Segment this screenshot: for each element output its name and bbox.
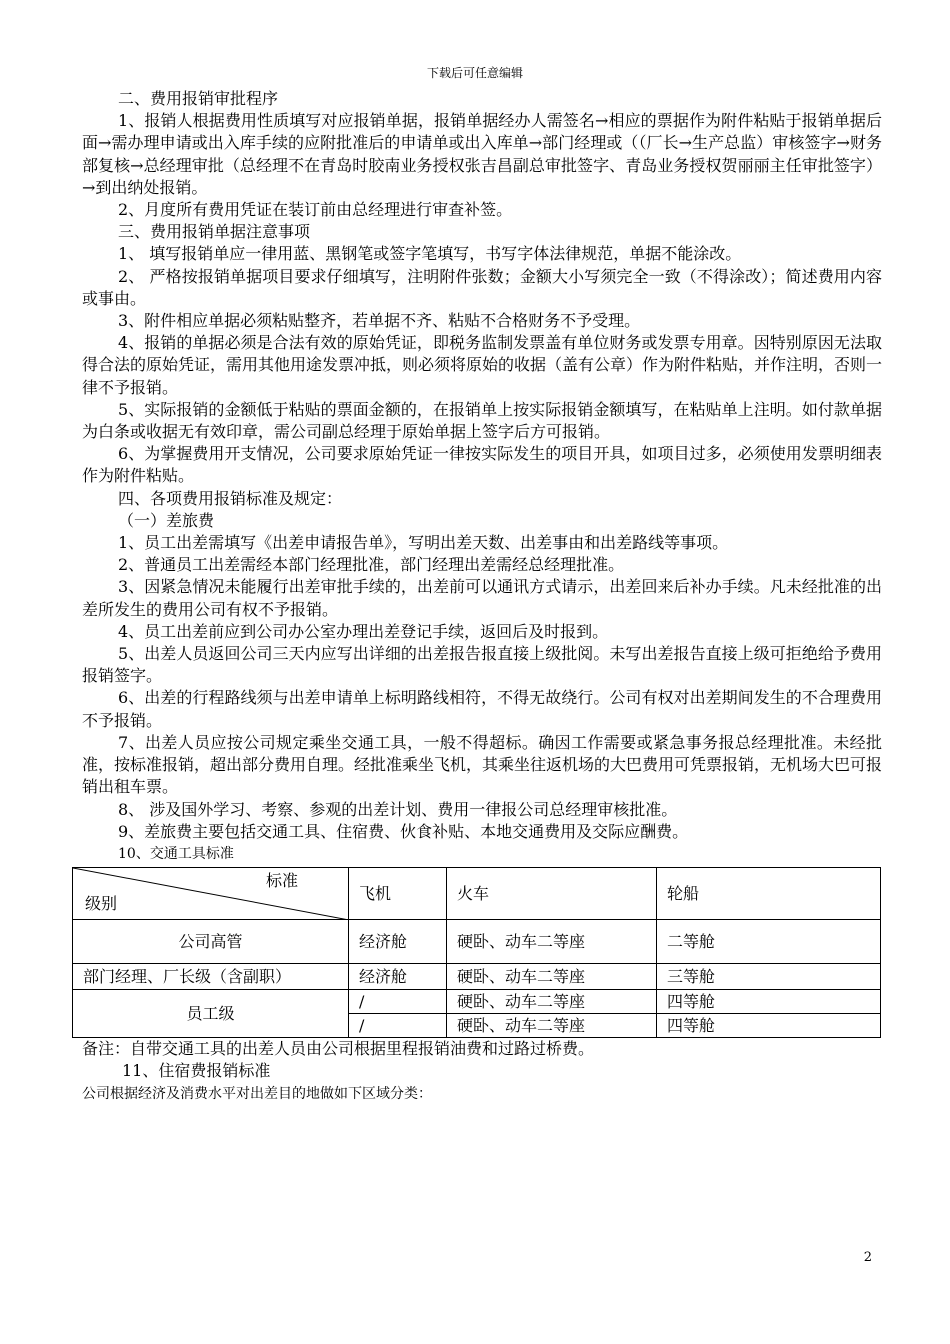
document-body — [82, 88, 882, 1105]
ship-cell: 二等舱 — [657, 920, 881, 964]
ship-cell: 四等舱 — [657, 1014, 881, 1038]
paragraph: 7、出差人员应按公司规定乘坐交通工具，一般不得超标。确因工作需要或紧急事务报总经理批准。未经批准，按标准报销，超出部分费用自理。经批准乘坐飞机，其乘坐往返机场的大巴费用可凭票报销，无机场大巴可报销出租车票。 — [82, 732, 883, 797]
paragraph: 四、各项费用报销标准及规定： — [118, 488, 343, 508]
paragraph: 2、月度所有费用凭证在装订前由总经理进行审查补签。 — [118, 200, 513, 220]
table-row — [73, 990, 881, 1014]
paragraph: 4、员工出差前应到公司办公室办理出差登记手续，返回后及时报到。 — [118, 621, 609, 641]
paragraph: 8、 涉及国外学习、考察、参观的出差计划、费用一律报公司总经理审核批准。 — [118, 799, 678, 819]
train-cell: 硬卧、动车二等座 — [447, 964, 657, 990]
plane-cell: / — [349, 990, 447, 1014]
table-row — [73, 964, 881, 990]
header-plane: 飞机 — [349, 868, 447, 920]
paragraph: 2、 严格按报销单据项目要求仔细填写，注明附件张数；金额大小写须完全一致（不得涂改）；简述费用内容或事由。 — [82, 266, 882, 308]
paragraph-list — [82, 88, 882, 865]
transport-standard-table — [72, 867, 881, 1038]
paragraph: 三、费用报销单据注意事项 — [118, 222, 311, 242]
page-number: 2 — [863, 1250, 872, 1265]
table-row — [73, 920, 881, 964]
ship-cell: 四等舱 — [657, 990, 881, 1014]
paragraph: 5、出差人员返回公司三天内应写出详细的出差报告报直接上级批阅。未写出差报告直接上级可拒绝给予费用报销签字。 — [82, 644, 882, 686]
train-cell: 硬卧、动车二等座 — [447, 990, 657, 1014]
paragraph: 1、 填写报销单应一律用蓝、黑钢笔或签字笔填写，书写字体法律规范，单据不能涂改。 — [118, 244, 742, 264]
paragraph: 9、差旅费主要包括交通工具、住宿费、伙食补贴、本地交通费用及交际应酬费。 — [118, 821, 689, 841]
paragraph: 1、报销人根据费用性质填写对应报销单据，报销单据经办人需签名→相应的票据作为附件粘贴于报销单据后面→需办理申请或出入库手续的应附批准后的申请单或出入库单→部门经理或（（厂长→生产总监）审核签字→财务部复核→总经理审批（总经理不在青岛时胶南业务授权张吉昌副总审批签字、青岛业务授权贺丽丽主任审批签字）→到出纳处报销。 — [82, 111, 882, 197]
paragraph: 6、为掌握费用开支情况，公司要求原始凭证一律按实际发生的项目开具，如项目过多，必须使用发票明细表作为附件粘贴。 — [82, 444, 882, 486]
paragraph: （一）差旅费 — [118, 510, 215, 530]
header-train: 火车 — [447, 868, 657, 920]
ship-cell: 三等舱 — [657, 964, 881, 990]
table-header-row — [73, 868, 881, 920]
train-cell: 硬卧、动车二等座 — [447, 1014, 657, 1038]
level-cell: 员工级 — [73, 990, 349, 1038]
page-header: 下载后可任意编辑 — [426, 66, 523, 80]
paragraph: 3、附件相应单据必须粘贴整齐，若单据不齐、粘贴不合格财务不予受理。 — [118, 311, 641, 331]
header-standard: 标准 — [265, 871, 298, 891]
header-level: 级别 — [85, 893, 118, 913]
plane-cell: 经济舱 — [349, 964, 447, 990]
level-cell: 公司高管 — [73, 920, 349, 964]
plane-cell: / — [349, 1014, 447, 1038]
paragraph: 1、员工出差需填写《出差申请报告单》，写明出差天数、出差事由和出差路线等事项。 — [118, 533, 729, 553]
table-note: 备注：自带交通工具的出差人员由公司根据里程报销油费和过路过桥费。 — [82, 1039, 595, 1059]
level-cell: 部门经理、厂长级（含副职） — [73, 964, 349, 990]
header-ship: 轮船 — [657, 868, 881, 920]
paragraph: 2、普通员工出差需经本部门经理批准，部门经理出差需经总经理批准。 — [118, 555, 625, 575]
paragraph: 4、报销的单据必须是合法有效的原始凭证，即税务监制发票盖有单位财务或发票专用章。因特别原因无法取得合法的原始凭证，需用其他用途发票冲抵，则必须将原始的收据（盖有公章）作为附件粘贴，并作注明，否则一律不予报销。 — [82, 333, 883, 397]
paragraph: 二、费用报销审批程序 — [118, 89, 279, 108]
item-11-description: 公司根据经济及消费水平对出差目的地做如下区域分类： — [82, 1085, 432, 1102]
paragraph: 6、出差的行程路线须与出差申请单上标明路线相符，不得无故绕行。公司有权对出差期间发生的不合理费用不予报销。 — [82, 688, 882, 730]
plane-cell: 经济舱 — [349, 920, 447, 964]
paragraph: 10、交通工具标准 — [118, 845, 234, 862]
paragraph: 5、实际报销的金额低于粘贴的票面金额的，在报销单上按实际报销金额填写，在粘贴单上注明。如付款单据为白条或收据无有效印章，需公司副总经理于原始单据上签字后方可报销。 — [82, 399, 882, 442]
paragraph: 3、因紧急情况未能履行出差审批手续的，出差前可以通讯方式请示，出差回来后补办手续。凡未经批准的出差所发生的费用公司有权不予报销。 — [82, 577, 882, 619]
train-cell: 硬卧、动车二等座 — [447, 920, 657, 964]
item-11-heading: 11、住宿费报销标准 — [122, 1061, 271, 1081]
diagonal-header-cell — [73, 868, 349, 920]
